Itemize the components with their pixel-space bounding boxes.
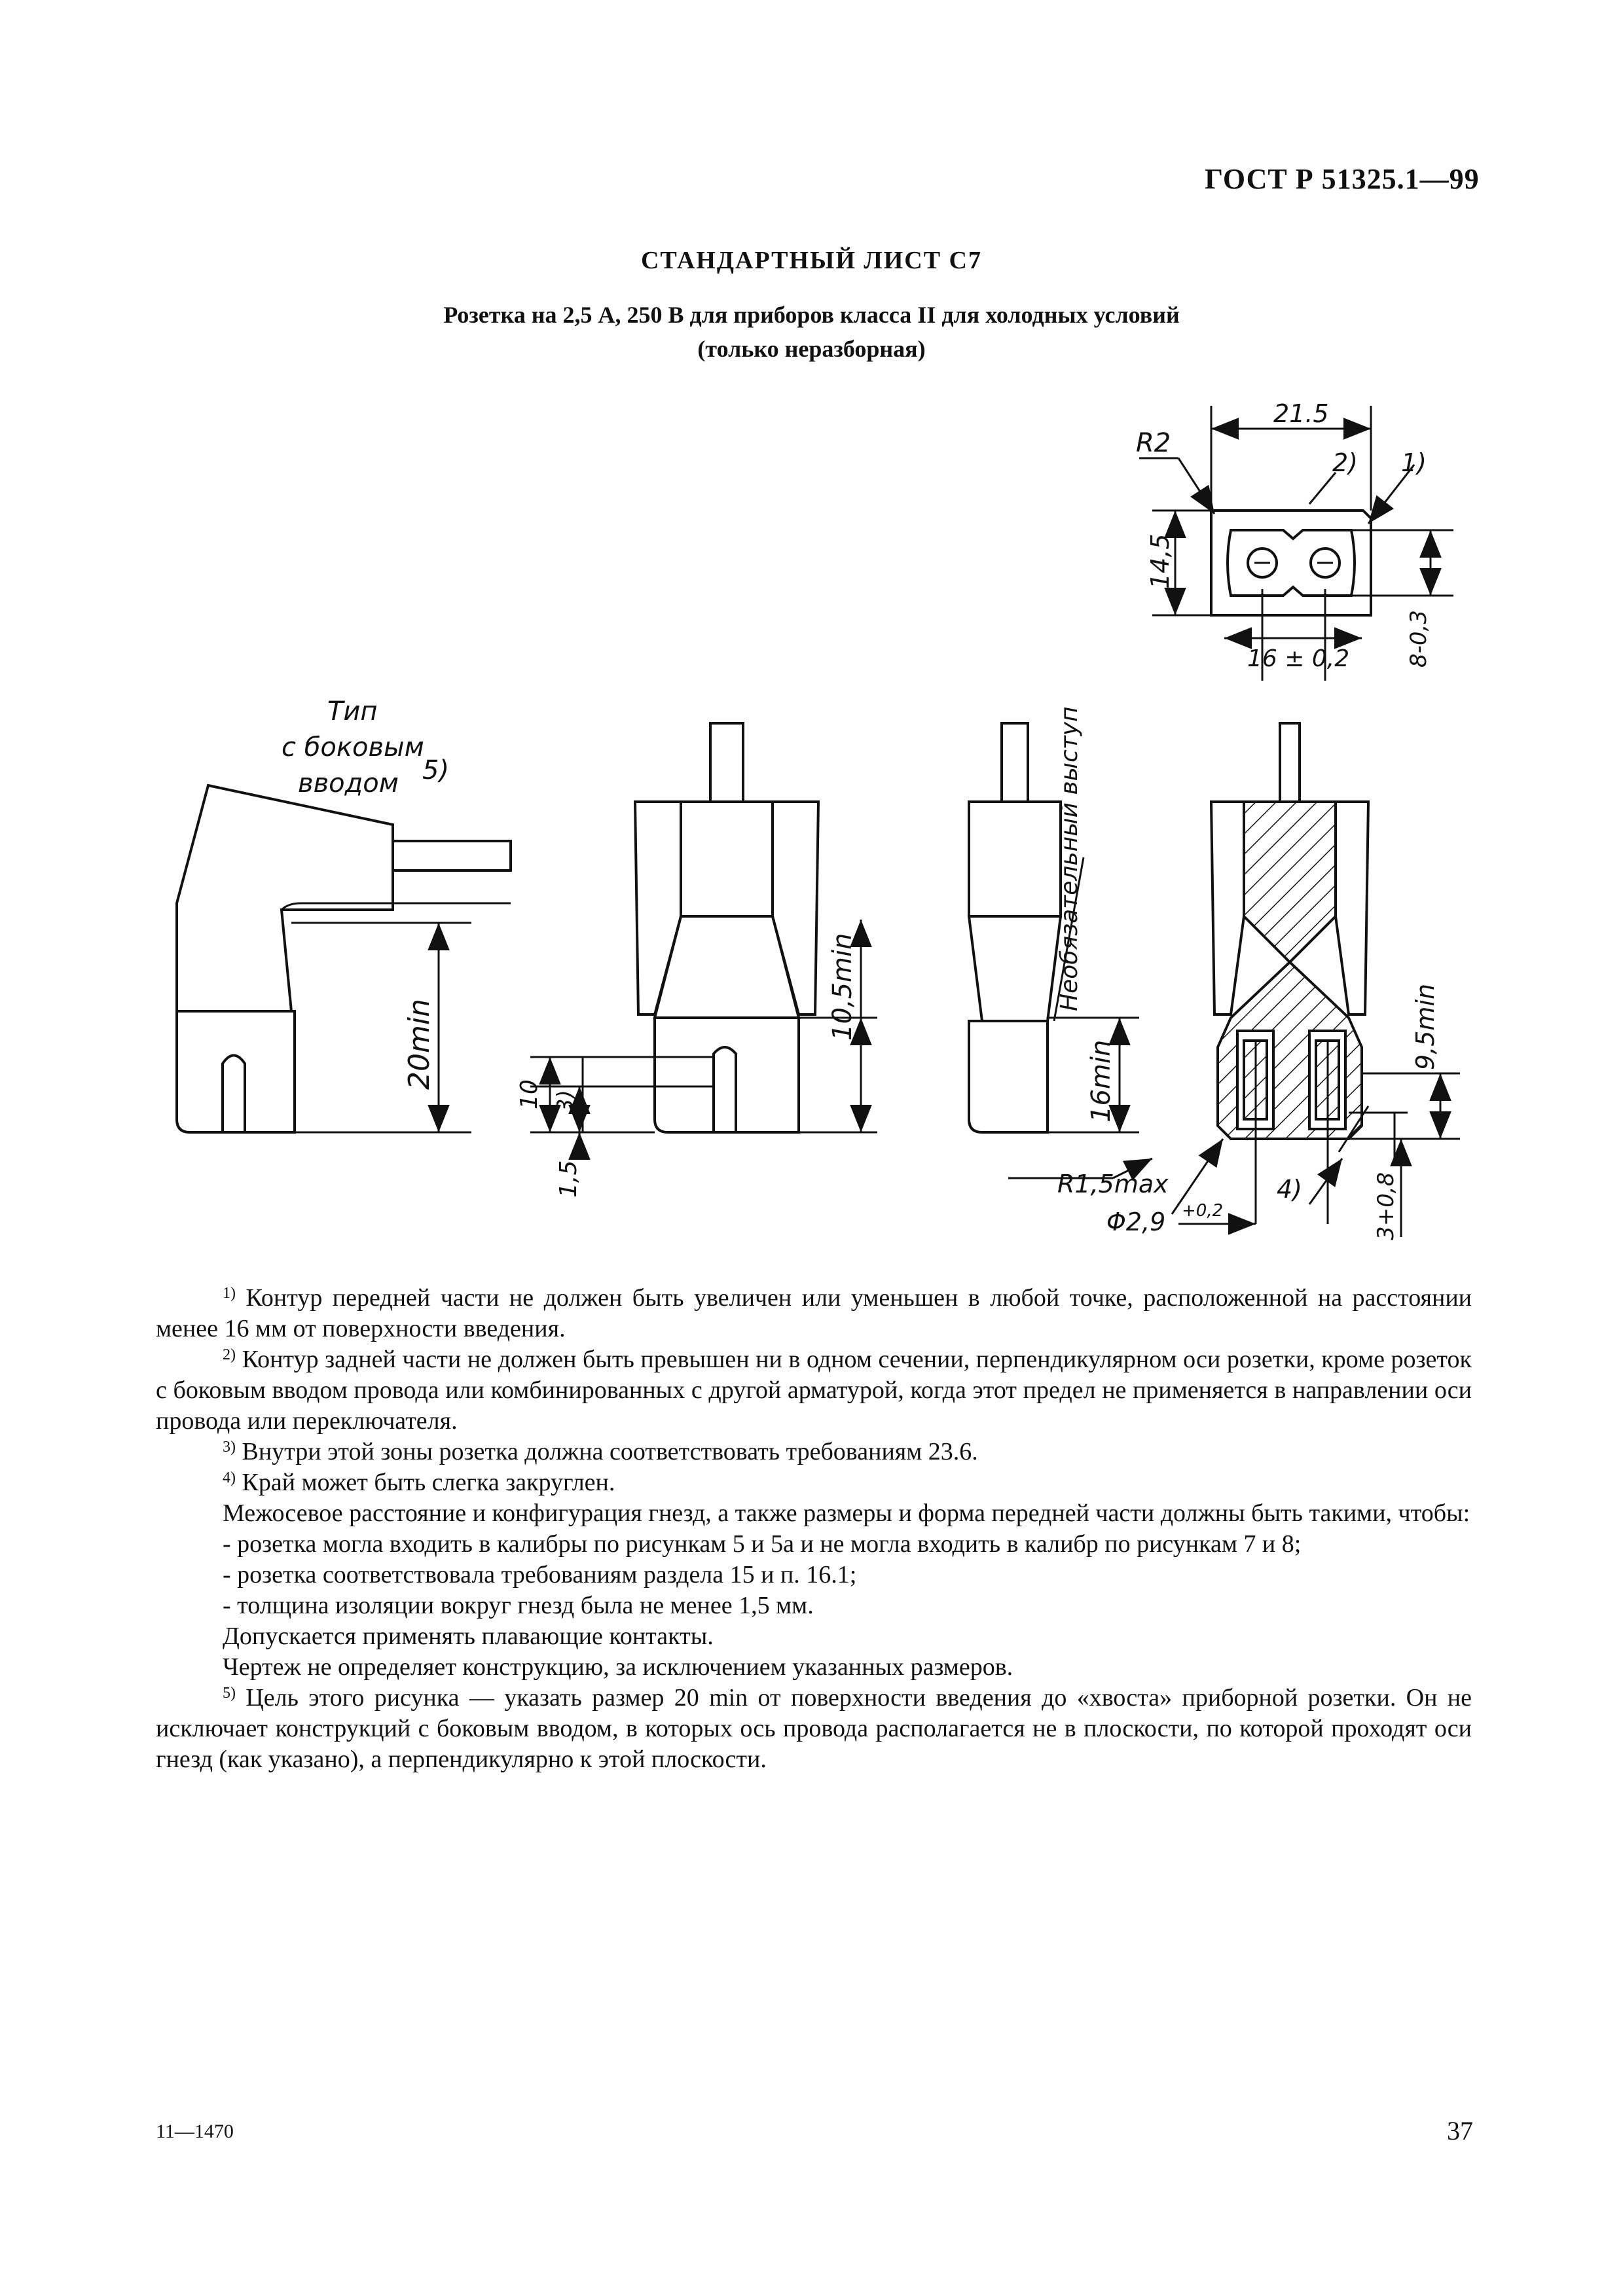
label-note-3: 3)	[553, 1090, 579, 1113]
label-note-5: 5)	[422, 755, 450, 785]
label-21-5: 21.5	[1273, 399, 1329, 428]
label-optional-protrusion: Необязательный выступ	[1056, 706, 1083, 1011]
subtitle-line-1: Розетка на 2,5 А, 250 В для приборов класса II для холодных условий	[443, 302, 1180, 328]
label-1-5: 1,5	[555, 1160, 582, 1198]
label-3-tol: 3+0,8	[1373, 1172, 1399, 1240]
label-note-1: 1)	[1401, 448, 1427, 477]
label-14-5: 14,5	[1146, 533, 1175, 589]
footnote-5: $^{5)}$ Цель этого рисунка — указать размер 20 min от поверхности введения до «хвоста» приборной розетки. Он не исключает конструкций с боковым вводом, в которых ось провода располагается не в плоскости, по которой проходят оси гнезд (как указано), а перпендикулярно к этой плоскости.	[156, 1684, 1472, 1773]
label-10: 10	[516, 1079, 543, 1109]
label-phi-tol: +0,2	[1182, 1201, 1224, 1221]
page-number: 37	[1447, 2116, 1473, 2145]
label-16-min: 16min	[1086, 1039, 1116, 1122]
middle-view-1	[530, 723, 877, 1158]
label-20-min: 20min	[403, 999, 436, 1090]
label-9-5-min: 9,5min	[1411, 983, 1440, 1070]
sheet-title: СТАНДАРТНЫЙ ЛИСТ C7	[640, 247, 983, 274]
label-10-5-min: 10,5min	[828, 933, 858, 1041]
spacing-paragraph: Межосевое расстояние и конфигурация гнезд, а также размеры и форма передней части должны быть такими, чтобы:	[223, 1499, 1470, 1527]
label-phi-2-9: Φ2,9	[1106, 1208, 1166, 1236]
footer-code: 11—1470	[156, 2121, 234, 2142]
side-entry-view	[177, 785, 511, 1132]
footnote-2: $^{2)}$ Контур задней части не должен быть превышен ни в одном сечении, перпендикулярном оси розетки, кроме розеток с боковым вводом провода или комбинированных с другой арматурой, когда этот предел не применяется в направлении оси провода или переключателя.	[156, 1346, 1472, 1435]
label-r2: R2	[1136, 428, 1171, 458]
list-item: - розетка соответствовала требованиям раздела 15 и п. 16.1;	[223, 1561, 857, 1588]
label-type-line-3: вводом	[298, 768, 399, 798]
footnote-1: $^{1)}$ Контур передней части не должен быть увеличен или уменьшен в любой точке, расположенной на расстоянии менее 16 мм от поверхности введения.	[156, 1284, 1472, 1342]
document-number: ГОСТ Р 51325.1—99	[1205, 163, 1480, 195]
section-view	[1172, 723, 1460, 1237]
label-type-line-1: Тип	[327, 696, 378, 726]
list-item: - розетка могла входить в калибры по рисункам 5 и 5а и не могла входить в калибр по рисункам 7 и 8;	[223, 1530, 1302, 1558]
footnote-4: $^{4)}$ Край может быть слегка закруглен.	[223, 1469, 615, 1496]
label-note-2: 2)	[1332, 448, 1359, 477]
floating-contacts-paragraph: Допускается применять плавающие контакты.	[223, 1623, 714, 1650]
label-16-tol: 16 ± 0,2	[1247, 645, 1350, 672]
label-8: 8-0,3	[1406, 610, 1432, 668]
label-type-line-2: с боковым	[282, 732, 424, 762]
design-paragraph: Чертеж не определяет конструкцию, за исключением указанных размеров.	[223, 1653, 1013, 1681]
label-note-4: 4)	[1277, 1175, 1303, 1204]
notes	[156, 1283, 1472, 1775]
label-r1-5-max: R1,5max	[1057, 1170, 1169, 1198]
list-item: - толщина изоляции вокруг гнезд была не менее 1,5 мм.	[223, 1592, 814, 1619]
subtitle-line-2: (только неразборная)	[697, 336, 926, 362]
footnote-3: $^{3)}$ Внутри этой зоны розетка должна соответствовать требованиям 23.6.	[223, 1438, 978, 1465]
